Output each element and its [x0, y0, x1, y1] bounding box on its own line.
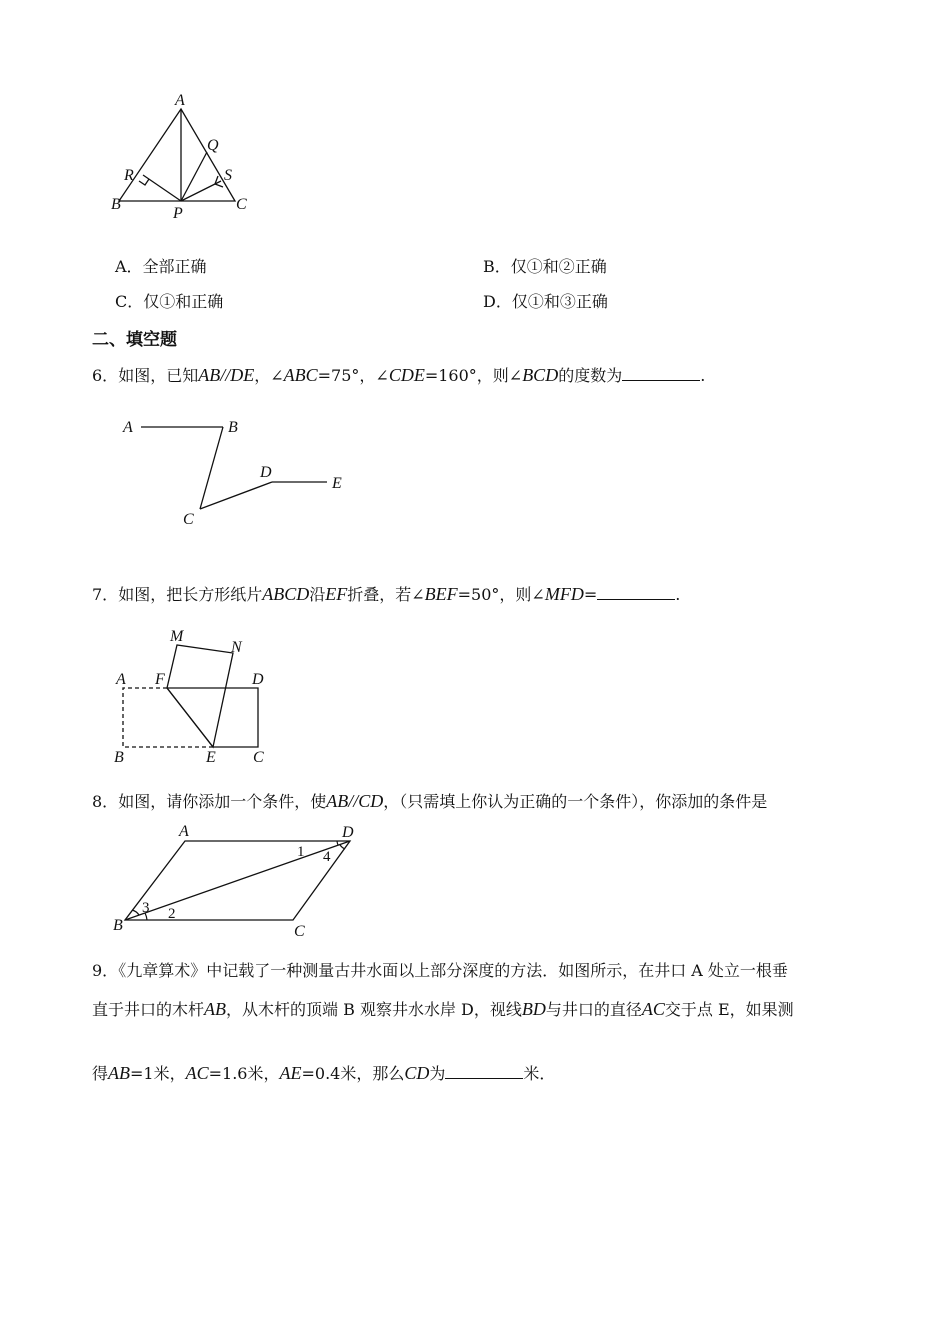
question-6: 6．如图，已知AB//DE，∠ABC=75°，∠CDE=160°，则∠BCD的度数为 . [92, 365, 706, 385]
label-d: D [342, 824, 354, 841]
q8-number: 8． [92, 792, 119, 811]
segment-bc [200, 427, 223, 509]
segment-cd [200, 482, 272, 509]
q7-answer-blank[interactable] [597, 583, 675, 600]
label-c: C [294, 923, 305, 938]
label-b: B [114, 749, 124, 766]
label-p: P [173, 205, 183, 222]
label-a: A [116, 671, 126, 688]
triangle-abc [119, 109, 235, 201]
label-angle-3: 3 [142, 900, 150, 916]
q6-answer-blank[interactable] [622, 364, 700, 381]
q9-number: 9． [92, 961, 119, 980]
segment-pq [181, 152, 207, 201]
q7-number: 7． [92, 585, 119, 604]
question-9-line-1: 9．《九章算术》中记载了一种测量古井水面以上部分深度的方法．如图所示，在井口 A 处立一根垂 [92, 961, 788, 980]
angle-arc-4 [340, 845, 345, 849]
diagonal-bd [125, 841, 350, 920]
label-a: A [123, 419, 133, 436]
label-d: D [260, 464, 272, 481]
label-b: B [111, 196, 121, 213]
figure-q8 [105, 818, 370, 938]
right-angle-mark-r [139, 179, 149, 185]
label-angle-2: 2 [168, 906, 176, 922]
label-d: D [252, 671, 264, 688]
rectangle-remaining [167, 688, 258, 747]
label-f: F [155, 671, 165, 688]
label-angle-1: 1 [297, 844, 305, 860]
label-m: M [170, 628, 184, 645]
label-angle-4: 4 [323, 849, 331, 865]
q6-number: 6． [92, 366, 119, 385]
label-n: N [231, 639, 242, 656]
question-9-line-3: 得AB=1米，AC=1.6米，AE=0.4米，那么CD为 米． [92, 1063, 556, 1083]
angle-arc-3 [132, 910, 139, 915]
figure-q5-triangle [105, 88, 265, 223]
label-e: E [206, 749, 216, 766]
question-8: 8．如图，请你添加一个条件，使AB//CD，（只需填上你认为正确的一个条件），你添加的条件是 [92, 791, 768, 811]
folded-flap-fmne [167, 645, 233, 747]
question-9-line-2: 直于井口的木杆AB，从木杆的顶端 B 观察井水水岸 D，视线BD与井口的直径AC交于点 E，如果测 [92, 999, 794, 1019]
option-a[interactable]: A．全部正确 [115, 257, 207, 276]
q9-answer-blank[interactable] [445, 1062, 523, 1079]
label-c: C [253, 749, 264, 766]
section-heading: 二、填空题 [92, 330, 177, 350]
question-7: 7．如图，把长方形纸片ABCD沿EF折叠，若∠BEF=50°，则∠MFD= . [92, 584, 681, 604]
figure-q6 [115, 410, 360, 535]
label-a: A [175, 92, 185, 109]
label-c: C [183, 511, 194, 528]
option-b[interactable]: B．仅①和②正确 [483, 257, 607, 276]
label-a: A [179, 823, 189, 840]
label-r: R [124, 167, 134, 184]
label-b: B [113, 917, 123, 934]
option-c[interactable]: C．仅①和正确 [115, 292, 224, 311]
label-q: Q [207, 137, 219, 154]
label-s: S [224, 167, 232, 184]
label-e: E [332, 475, 342, 492]
dashed-fold-outline [123, 688, 213, 747]
figure-q7 [105, 622, 285, 772]
label-b: B [228, 419, 238, 436]
option-d[interactable]: D．仅①和③正确 [483, 292, 608, 311]
label-c: C [236, 196, 247, 213]
